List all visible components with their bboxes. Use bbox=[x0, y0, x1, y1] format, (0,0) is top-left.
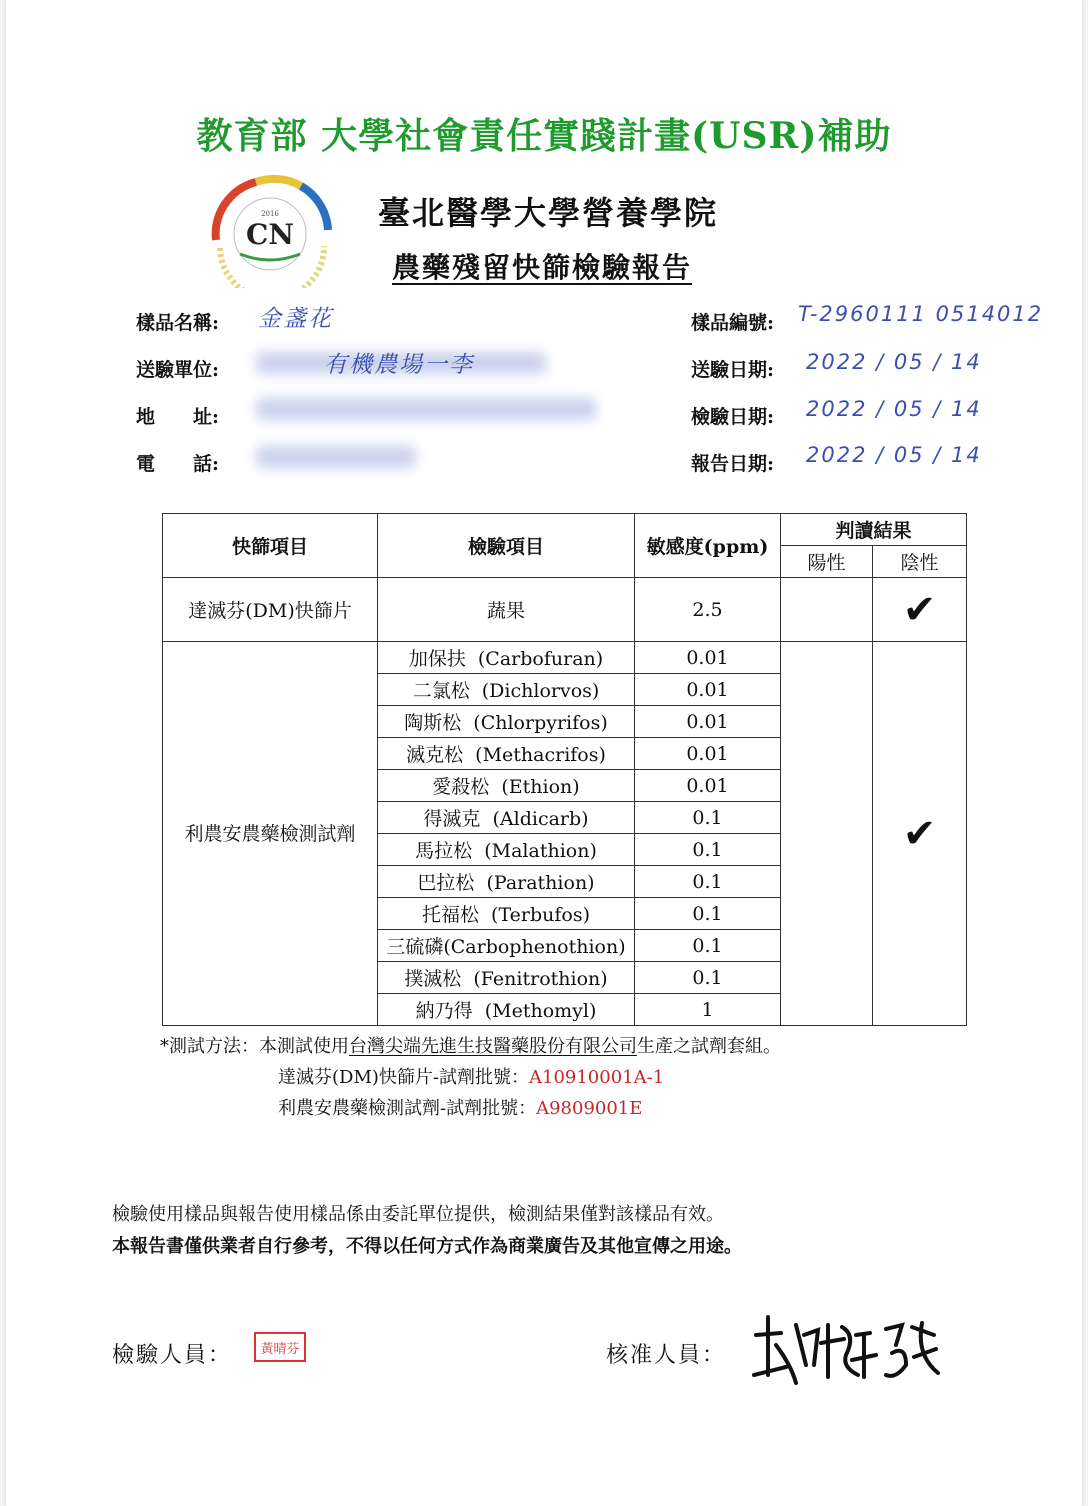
method-company: 台灣尖端先進生技醫藥股份有限公司 bbox=[349, 1036, 637, 1057]
kit-batch-label: 利農安農藥檢測試劑-試劑批號： bbox=[278, 1098, 537, 1119]
kit-negative-check-icon: ✔ bbox=[873, 642, 967, 1026]
logo-ring-yellow bbox=[256, 179, 301, 186]
dm-batch-number: A10910001A-1 bbox=[529, 1067, 665, 1088]
pesticide-name: 巴拉松 (Parathion) bbox=[378, 866, 635, 898]
institution-name: 臺北醫學大學營養學院 bbox=[378, 194, 719, 232]
pesticide-name: 三硫磷(Carbophenothion) bbox=[378, 930, 635, 962]
kit-name: 利農安農藥檢測試劑 bbox=[163, 642, 378, 1026]
unit-value: 有機農場一李 bbox=[324, 352, 474, 378]
dm-batch-note bbox=[278, 1063, 664, 1089]
report-title: 農藥殘留快篩檢驗報告 bbox=[392, 251, 693, 284]
pesticide-sensitivity: 0.1 bbox=[635, 930, 781, 962]
kit-positive-cell bbox=[781, 642, 873, 1026]
kit-batch-number: A9809001E bbox=[536, 1098, 643, 1119]
pesticide-sensitivity: 1 bbox=[635, 994, 781, 1026]
header-positive: 陽性 bbox=[781, 546, 873, 578]
pesticide-sensitivity: 0.1 bbox=[635, 866, 781, 898]
pesticide-sensitivity: 0.01 bbox=[635, 738, 781, 770]
phone-label: 電 話: bbox=[136, 453, 220, 475]
redacted-address bbox=[256, 398, 596, 420]
pesticide-sensitivity: 0.01 bbox=[635, 706, 781, 738]
dm-sensitivity: 2.5 bbox=[635, 578, 781, 642]
pesticide-sensitivity: 0.01 bbox=[635, 674, 781, 706]
report-page bbox=[6, 0, 1082, 1506]
dm-row bbox=[163, 578, 967, 642]
pesticide-sensitivity: 0.01 bbox=[635, 642, 781, 674]
pesticide-name: 得滅克 (Aldicarb) bbox=[378, 802, 635, 834]
dm-test-item: 蔬果 bbox=[378, 578, 635, 642]
results-table bbox=[162, 513, 967, 1026]
inspector-stamp: 黃晴芬 bbox=[254, 1332, 306, 1362]
pesticide-sensitivity: 0.01 bbox=[635, 770, 781, 802]
logo-year: 2016 bbox=[261, 210, 279, 218]
sample-no-value: T-2960111 0514012 bbox=[798, 302, 1044, 326]
pesticide-name: 加保扶 (Carbofuran) bbox=[378, 642, 635, 674]
header-test-item: 檢驗項目 bbox=[378, 514, 635, 578]
sample-name-value: 金盞花 bbox=[258, 306, 333, 332]
test-date-value: 2022 / 05 / 14 bbox=[806, 397, 982, 421]
header-sensitivity: 敏感度(ppm) bbox=[635, 514, 781, 578]
logo-ring-blue bbox=[301, 186, 328, 230]
approver-label: 核准人員： bbox=[606, 1343, 727, 1368]
pesticide-name: 陶斯松 (Chlorpyrifos) bbox=[378, 706, 635, 738]
report-date-label: 報告日期: bbox=[691, 453, 775, 475]
pesticide-sensitivity: 0.1 bbox=[635, 962, 781, 994]
pesticide-name: 滅克松 (Methacrifos) bbox=[378, 738, 635, 770]
dm-negative-check-icon: ✔ bbox=[873, 578, 967, 642]
pesticide-name: 馬拉松 (Malathion) bbox=[378, 834, 635, 866]
disclaimer-usage: 本報告書僅供業者自行參考，不得以任何方式作為商業廣告及其他宣傳之用途。 bbox=[112, 1236, 742, 1257]
dm-screening: 達滅芬(DM)快篩片 bbox=[163, 578, 378, 642]
dm-batch-label: 達滅芬(DM)快篩片-試劑批號： bbox=[278, 1067, 529, 1088]
dm-positive-cell bbox=[781, 578, 873, 642]
college-logo bbox=[206, 170, 334, 288]
inspector-label: 檢驗人員： bbox=[112, 1343, 233, 1368]
sample-no-label: 樣品編號: bbox=[691, 312, 775, 334]
address-label: 地 址: bbox=[136, 406, 220, 428]
test-date-label: 檢驗日期: bbox=[691, 406, 775, 428]
method-note bbox=[160, 1032, 781, 1058]
report-date-value: 2022 / 05 / 14 bbox=[806, 443, 982, 467]
sample-name-label: 樣品名稱: bbox=[136, 312, 220, 334]
redacted-phone bbox=[256, 446, 416, 468]
header-negative: 陰性 bbox=[873, 546, 967, 578]
submit-date-value: 2022 / 05 / 14 bbox=[806, 350, 982, 374]
pesticide-sensitivity: 0.1 bbox=[635, 834, 781, 866]
unit-label: 送驗單位: bbox=[136, 359, 220, 381]
header-result: 判讀結果 bbox=[781, 514, 967, 546]
header-screening: 快篩項目 bbox=[163, 514, 378, 578]
pesticide-sensitivity: 0.1 bbox=[635, 898, 781, 930]
method-suffix: 生產之試劑套組。 bbox=[637, 1036, 781, 1057]
submit-date-label: 送驗日期: bbox=[691, 359, 775, 381]
kit-batch-note bbox=[278, 1094, 642, 1120]
pesticide-name: 二氯松 (Dichlorvos) bbox=[378, 674, 635, 706]
pesticide-sensitivity: 0.1 bbox=[635, 802, 781, 834]
logo-text: CN bbox=[246, 218, 294, 251]
approver-signature bbox=[746, 1305, 946, 1390]
disclaimer-validity: 檢驗使用樣品與報告使用樣品係由委託單位提供，檢測結果僅對該樣品有效。 bbox=[112, 1204, 724, 1225]
pesticide-name: 撲滅松 (Fenitrothion) bbox=[378, 962, 635, 994]
method-prefix: *測試方法：本測試使用 bbox=[160, 1036, 349, 1057]
pesticide-name: 愛殺松 (Ethion) bbox=[378, 770, 635, 802]
kit-row bbox=[163, 642, 967, 674]
grant-banner: 教育部 大學社會責任實踐計畫(USR)補助 bbox=[196, 115, 892, 157]
pesticide-name: 納乃得 (Methomyl) bbox=[378, 994, 635, 1026]
pesticide-name: 托福松 (Terbufos) bbox=[378, 898, 635, 930]
